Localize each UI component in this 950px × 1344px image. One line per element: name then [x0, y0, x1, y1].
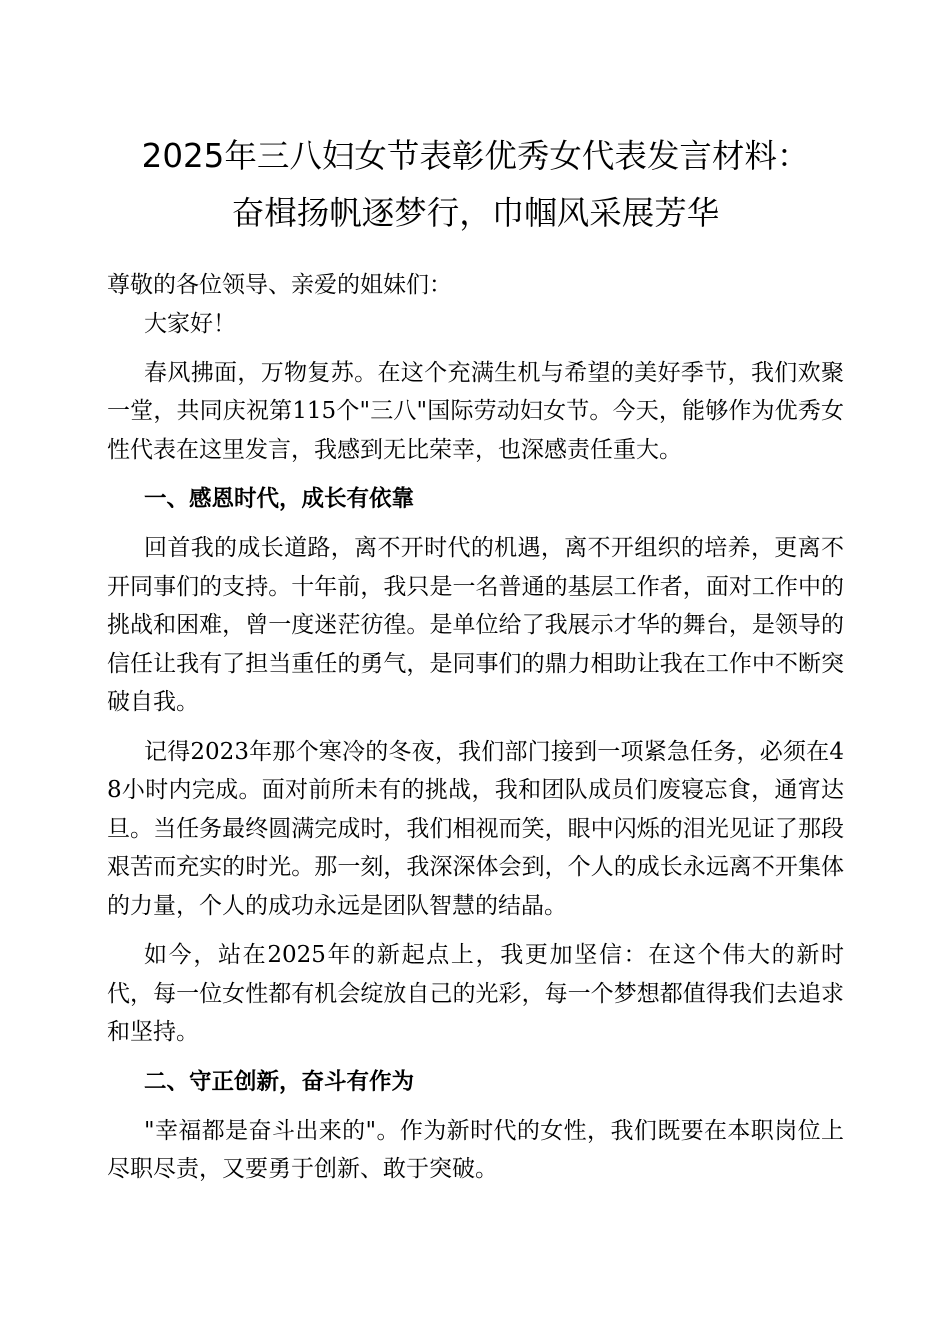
greeting: 大家好！ [144, 311, 236, 337]
section-1-paragraph-2: 记得2023年那个寒冷的冬夜，我们部门接到一项紧急任务，必须在48小时内完成。面对前所未有的挑战，我和团队成员们废寝忘食，通宵达旦。当任务最终圆满完成时，我们相视而笑，眼中闪烁的泪光见证了那段艰苦而充实的时光。那一刻，我深深体会到，个人的成长永远离不开集体的力量，个人的成功永远是团队智慧的结晶。 [107, 738, 844, 919]
salutation: 尊敬的各位领导、亲爱的姐妹们： [107, 272, 452, 298]
document-title-line-2: 奋楫扬帆逐梦行，巾帼风采展芳华 [231, 194, 720, 232]
document-page [107, 128, 844, 1200]
title-spacer [107, 242, 844, 266]
section-1-paragraph-1: 回首我的成长道路，离不开时代的机遇，离不开组织的培养，更离不开同事们的支持。十年前，我只是一名普通的基层工作者，面对工作中的挑战和困难，曾一度迷茫彷徨。是单位给了我展示才华的舞台，是领导的信任让我有了担当重任的勇气，是同事们的鼎力相助让我在工作中不断突破自我。 [107, 535, 844, 715]
section-2-paragraph-1: "幸福都是奋斗出来的"。作为新时代的女性，我们既要在本职岗位上尽职尽责，又要勇于创新、敢于突破。 [107, 1117, 844, 1182]
document-title-line-1: 2025年三八妇女节表彰优秀女代表发言材料： [141, 137, 810, 175]
section-1-heading: 一、感恩时代，成长有依靠 [144, 486, 415, 512]
intro-paragraph: 春风拂面，万物复苏。在这个充满生机与希望的美好季节，我们欢聚一堂，共同庆祝第115个"三八"国际劳动妇女节。今天，能够作为优秀女性代表在这里发言，我感到无比荣幸，也深感责任重大。 [107, 359, 844, 463]
section-2-heading: 二、守正创新，奋斗有作为 [144, 1068, 415, 1095]
section-1-paragraph-3: 如今，站在2025年的新起点上，我更加坚信：在这个伟大的新时代，每一位女性都有机会绽放自己的光彩，每一个梦想都值得我们去追求和坚持。 [107, 942, 844, 1045]
